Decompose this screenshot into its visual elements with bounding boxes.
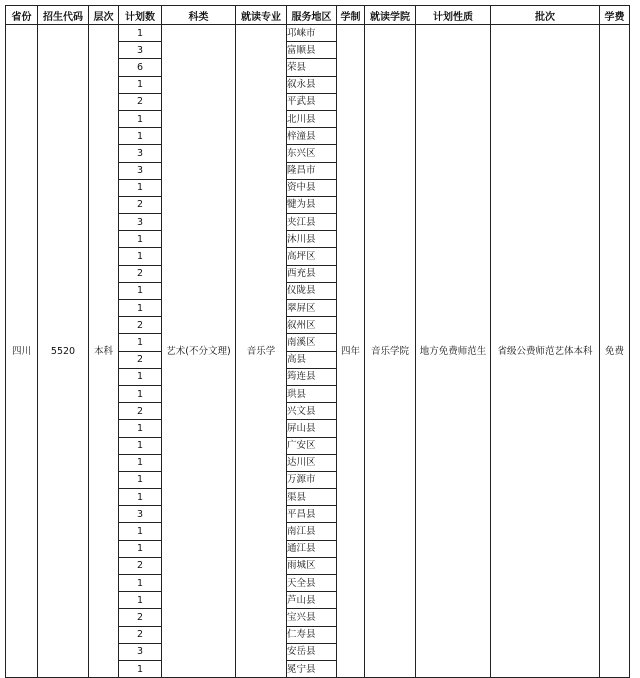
plan-count-cell: 1 [119,592,162,609]
service-region-cell: 犍为县 [287,196,337,213]
plan-count-cell: 1 [119,76,162,93]
level-cell: 本科 [89,25,119,678]
service-region-cell: 雨城区 [287,557,337,574]
major-cell: 音乐学 [236,25,287,678]
service-region-cell: 筠连县 [287,368,337,385]
service-region-cell: 叙永县 [287,76,337,93]
code-cell: 5520 [38,25,89,678]
plan-count-cell: 3 [119,145,162,162]
header-service-region: 服务地区 [287,6,337,25]
table-row [6,25,630,42]
plan-count-cell: 3 [119,214,162,231]
plan-count-cell: 2 [119,557,162,574]
service-region-cell: 南江县 [287,523,337,540]
category-cell: 艺术(不分文理) [162,25,236,678]
plan-count-cell: 1 [119,471,162,488]
plan-count-cell: 3 [119,643,162,660]
service-region-cell: 资中县 [287,179,337,196]
service-region-cell: 南溪区 [287,334,337,351]
header-row [6,6,630,25]
service-region-cell: 西充县 [287,265,337,282]
header-batch: 批次 [491,6,600,25]
plan-count-cell: 1 [119,437,162,454]
service-region-cell: 北川县 [287,110,337,127]
service-region-cell: 珙县 [287,385,337,402]
plan-count-cell: 1 [119,540,162,557]
service-region-cell: 夹江县 [287,214,337,231]
table-body [6,25,630,678]
service-region-cell: 平武县 [287,93,337,110]
service-region-cell: 天全县 [287,575,337,592]
plan-count-cell: 2 [119,317,162,334]
enrollment-plan-table [5,5,630,678]
header-category: 科类 [162,6,236,25]
plan-count-cell: 1 [119,248,162,265]
plan-count-cell: 1 [119,179,162,196]
batch-cell: 省级公费师范艺体本科 [491,25,600,678]
service-region-cell: 达川区 [287,454,337,471]
header-duration: 学制 [337,6,365,25]
plan-count-cell: 1 [119,660,162,677]
plan-count-cell: 2 [119,626,162,643]
service-region-cell: 沐川县 [287,231,337,248]
college-cell: 音乐学院 [365,25,416,678]
plan-type-cell: 地方免费师范生 [416,25,491,678]
plan-count-cell: 3 [119,506,162,523]
plan-count-cell: 1 [119,368,162,385]
service-region-cell: 隆昌市 [287,162,337,179]
province-cell: 四川 [6,25,38,678]
plan-count-cell: 1 [119,128,162,145]
plan-count-cell: 1 [119,334,162,351]
plan-count-cell: 1 [119,523,162,540]
service-region-cell: 富顺县 [287,42,337,59]
header-plan-count: 计划数 [119,6,162,25]
service-region-cell: 平昌县 [287,506,337,523]
tuition-cell: 免费 [600,25,630,678]
plan-count-cell: 1 [119,489,162,506]
plan-count-cell: 3 [119,162,162,179]
service-region-cell: 广安区 [287,437,337,454]
plan-count-cell: 1 [119,454,162,471]
service-region-cell: 邛崃市 [287,25,337,42]
plan-count-cell: 2 [119,93,162,110]
plan-count-cell: 1 [119,282,162,299]
plan-count-cell: 2 [119,265,162,282]
duration-cell: 四年 [337,25,365,678]
service-region-cell: 芦山县 [287,592,337,609]
plan-count-cell: 1 [119,385,162,402]
service-region-cell: 荣县 [287,59,337,76]
header-tuition: 学费 [600,6,630,25]
header-province: 省份 [6,6,38,25]
plan-count-cell: 1 [119,575,162,592]
service-region-cell: 万源市 [287,471,337,488]
service-region-cell: 冕宁县 [287,660,337,677]
header-plan-type: 计划性质 [416,6,491,25]
plan-count-cell: 6 [119,59,162,76]
header-major: 就读专业 [236,6,287,25]
header-code: 招生代码 [38,6,89,25]
service-region-cell: 仁寿县 [287,626,337,643]
plan-count-cell: 1 [119,300,162,317]
plan-count-cell: 1 [119,25,162,42]
header-college: 就读学院 [365,6,416,25]
plan-count-cell: 1 [119,231,162,248]
service-region-cell: 渠县 [287,489,337,506]
plan-count-cell: 2 [119,609,162,626]
plan-count-cell: 3 [119,42,162,59]
header-level: 层次 [89,6,119,25]
plan-count-cell: 2 [119,196,162,213]
plan-count-cell: 2 [119,403,162,420]
service-region-cell: 安岳县 [287,643,337,660]
service-region-cell: 兴文县 [287,403,337,420]
plan-count-cell: 1 [119,420,162,437]
service-region-cell: 翠屏区 [287,300,337,317]
service-region-cell: 高县 [287,351,337,368]
service-region-cell: 通江县 [287,540,337,557]
service-region-cell: 仪陇县 [287,282,337,299]
plan-count-cell: 1 [119,110,162,127]
plan-count-cell: 2 [119,351,162,368]
service-region-cell: 高坪区 [287,248,337,265]
service-region-cell: 叙州区 [287,317,337,334]
service-region-cell: 梓潼县 [287,128,337,145]
service-region-cell: 屏山县 [287,420,337,437]
service-region-cell: 宝兴县 [287,609,337,626]
service-region-cell: 东兴区 [287,145,337,162]
